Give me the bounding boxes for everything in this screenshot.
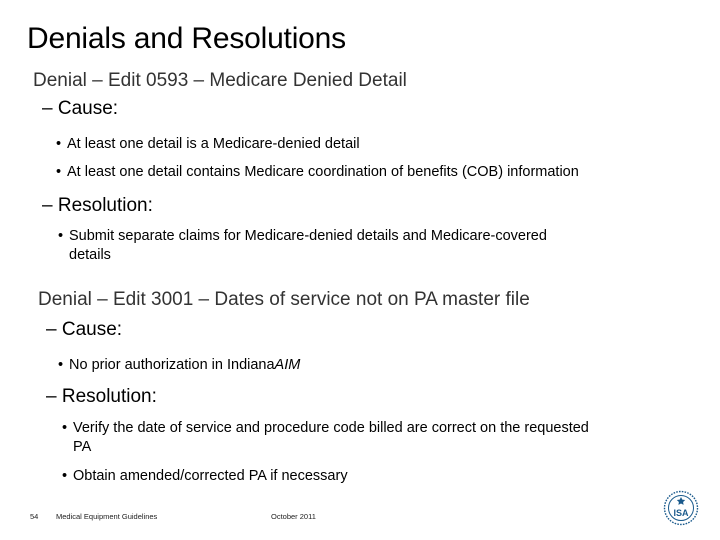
denial-0593-heading: Denial – Edit 0593 – Medicare Denied Detail [33,70,407,91]
indiana-seal-logo-icon [663,490,699,526]
bullet-text: At least one detail contains Medicare coordination of benefits (COB) information [67,164,579,180]
bullet-line [62,419,662,438]
cause-bullet-2 [56,163,579,182]
bullet-text: No prior authorization in Indiana [69,357,275,373]
bullet-text-italic: AIM [274,357,301,373]
bullet-text: Obtain amended/corrected PA if necessary [73,468,348,484]
resolution-bullet-2 [62,419,662,457]
bullet-text: Verify the date of service and procedure code billed are correct on the requested [73,420,589,436]
resolution-label-2: – Resolution: [46,386,157,407]
bullet-glyph: • [58,228,64,244]
resolution-label-1: – Resolution: [42,195,153,216]
bullet-glyph: • [58,357,64,373]
bullet-continuation: PA [73,439,92,455]
bullet-line [58,227,618,246]
bullet-glyph: • [56,164,62,180]
footer-page-number: 54 [30,512,39,521]
cause-bullet-1 [56,135,360,154]
denial-3001-heading: Denial – Edit 3001 – Dates of service not on PA master file [38,289,530,310]
bullet-text: Submit separate claims for Medicare-denied details and Medicare-covered [69,228,547,244]
slide-title: Denials and Resolutions [27,22,346,55]
cause-label-2: – Cause: [46,319,123,340]
resolution-bullet-1 [58,227,618,265]
footer-date: October 2011 [271,512,316,521]
logo-text: ISA [673,508,689,518]
cause-bullet-3 [58,356,300,375]
footer-guide-name: Medical Equipment Guidelines [56,512,158,521]
bullet-glyph: • [56,136,62,152]
bullet-continuation: details [69,247,111,263]
resolution-bullet-3 [62,467,348,486]
bullet-glyph: • [62,468,68,484]
bullet-glyph: • [62,420,68,436]
cause-label-1: – Cause: [42,98,119,119]
bullet-text: At least one detail is a Medicare-denied detail [67,136,360,152]
